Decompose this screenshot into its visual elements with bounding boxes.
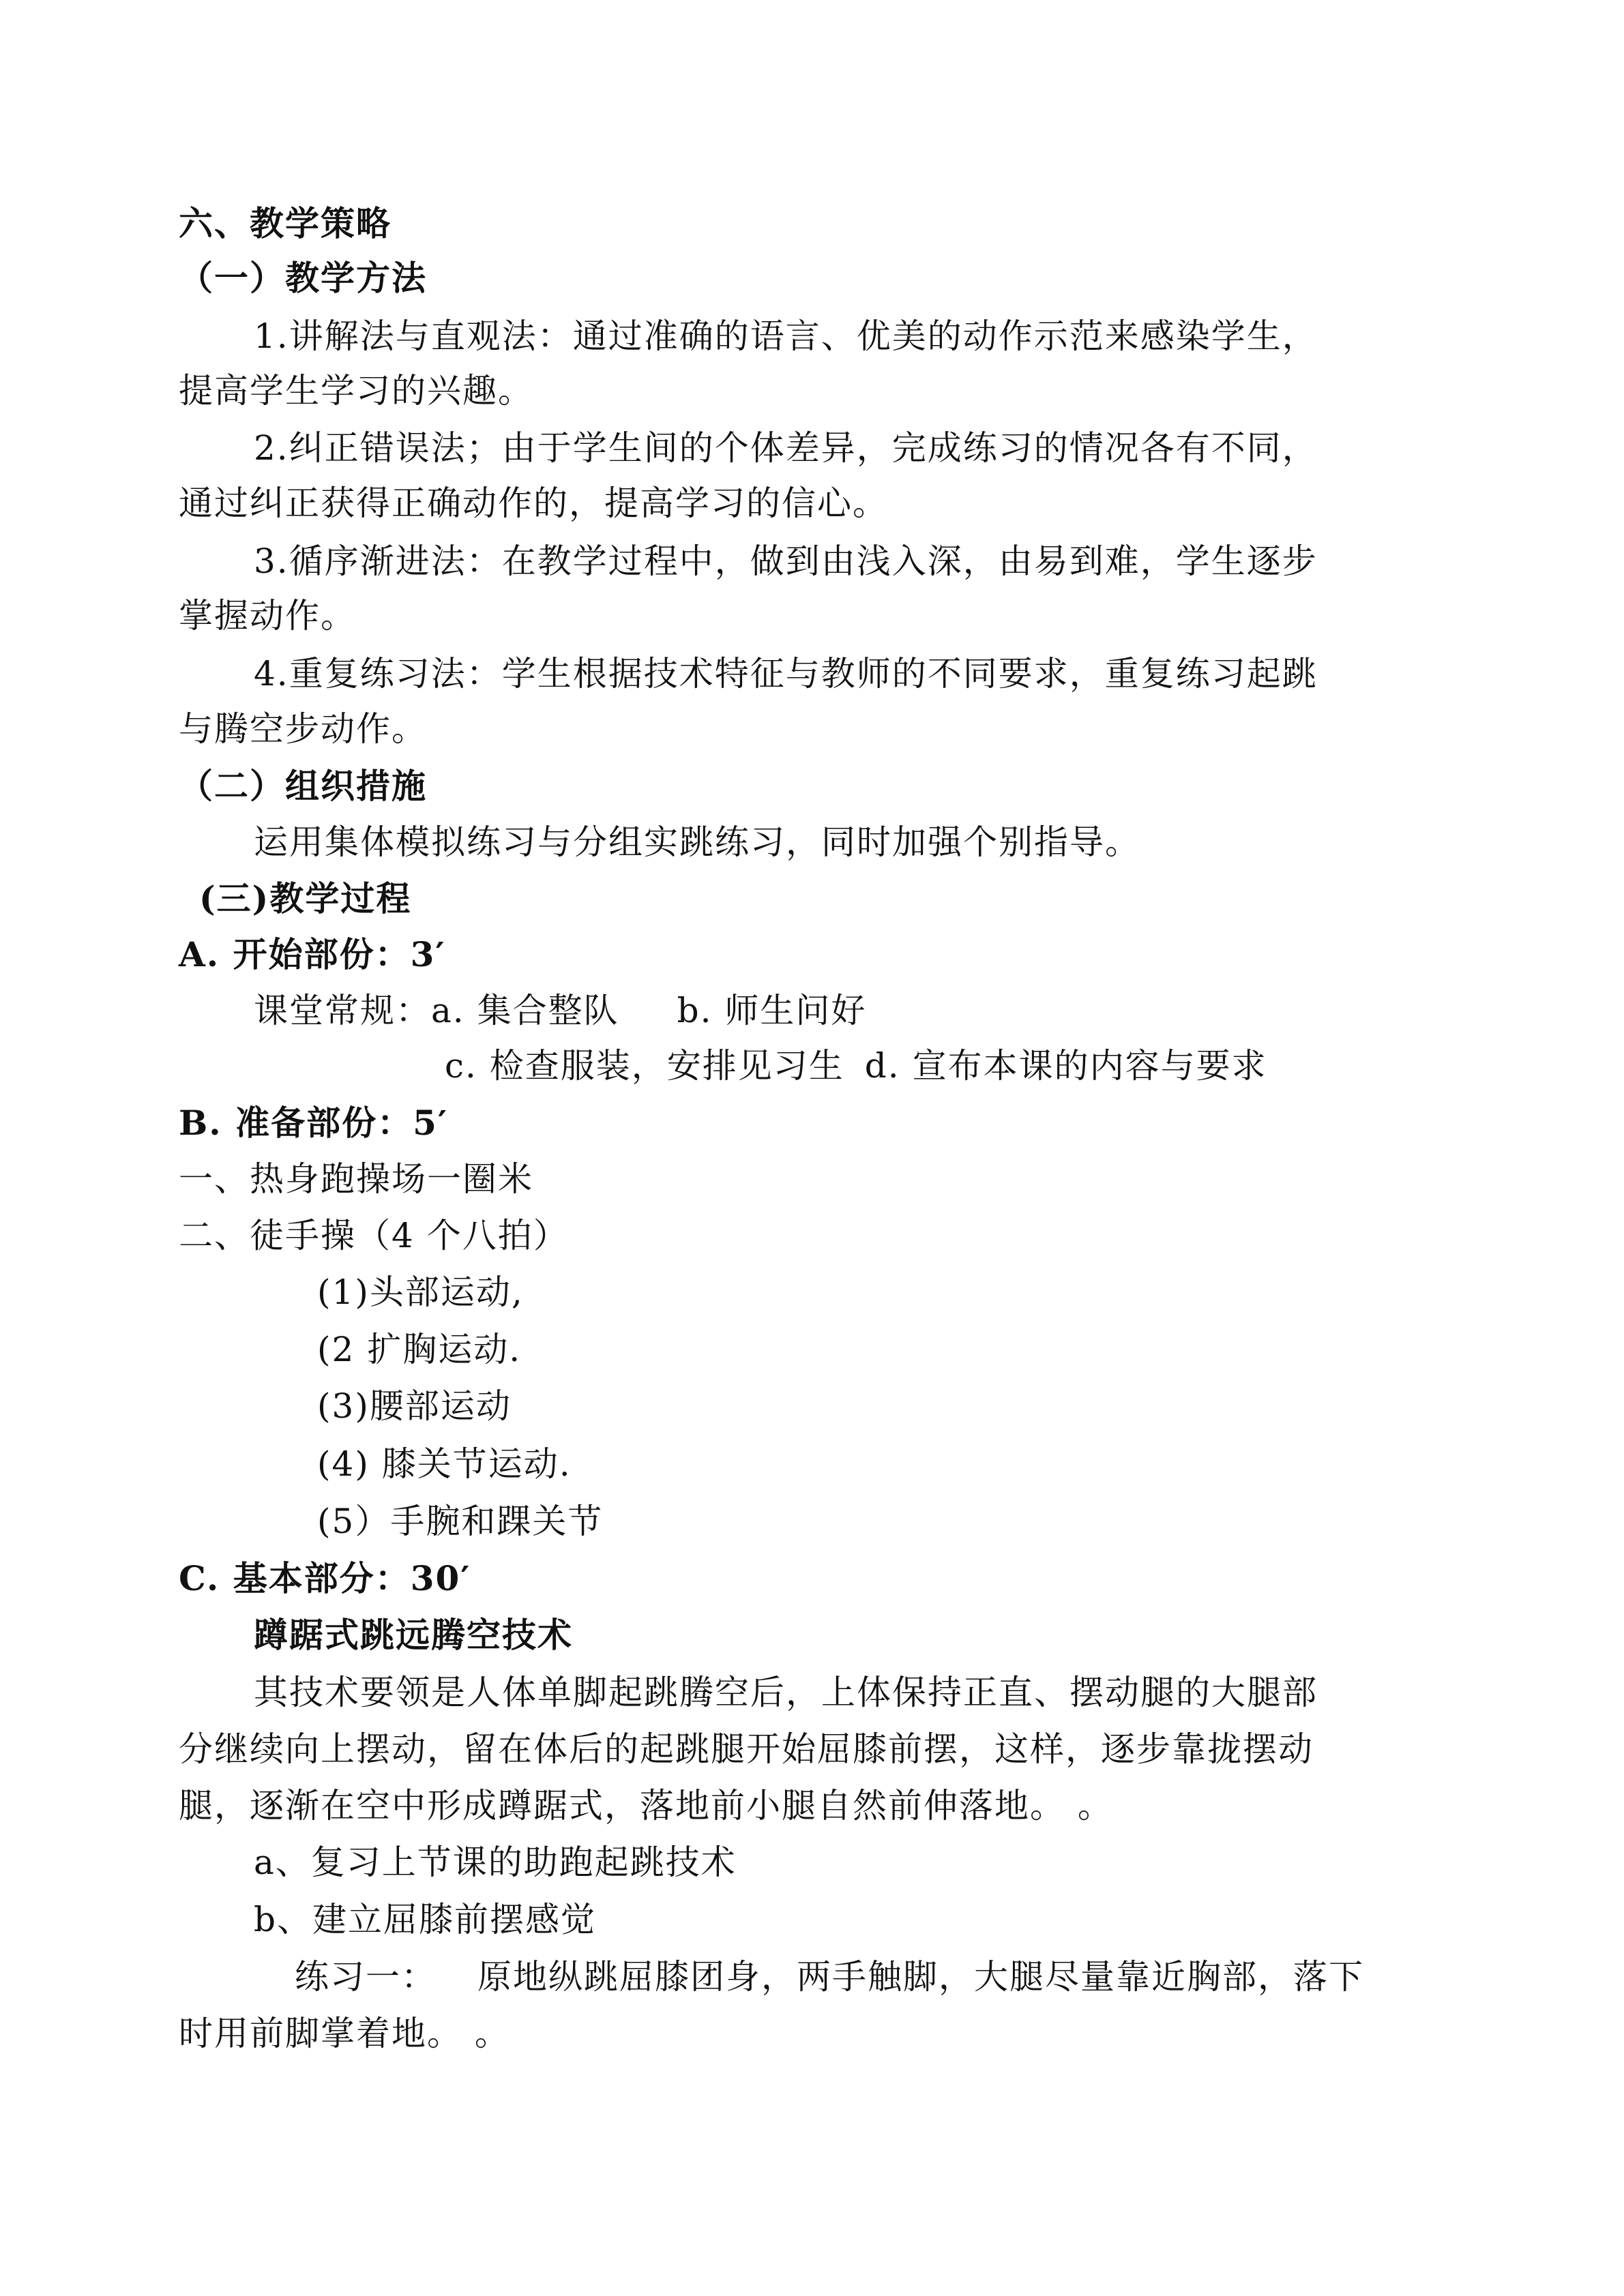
routine-item-d: d. 宣布本课的内容与要求 [864,1046,1267,1086]
organization-heading: （二）组织措施 [179,766,427,806]
part-b-heading: B. 准备部份：5′ [179,1103,449,1143]
method-4-line-2: 与腾空步动作。 [179,709,427,749]
exercise-2: (2 扩胸运动. [317,1330,522,1369]
method-1-line-2: 提高学生学习的兴趣。 [179,371,533,411]
exercise-1: (1)头部运动, [317,1272,524,1312]
routine-label: 课堂常规： [254,991,431,1030]
part-a-routine-line-2 [445,1042,1267,1090]
part-a-routine-line-1 [254,987,866,1034]
method-2-line-1: 2.纠正错误法；由于学生间的个体差异，完成练习的情况各有不同， [254,428,1318,468]
exercise-5: (5）手腕和踝关节 [317,1502,604,1541]
organization-text: 运用集体模拟练习与分组实跳练习，同时加强个别指导。 [254,822,1140,862]
routine-item-b: b. 师生问好 [677,991,867,1030]
part-c-heading: C. 基本部分：30′ [179,1558,471,1598]
step-b: b、建立屈膝前摆感觉 [254,1900,597,1939]
practice-1-line-1 [295,1953,1364,2001]
technique-line-1: 其技术要领是人体单脚起跳腾空后，上体保持正直、摆动腿的大腿部 [254,1673,1318,1712]
step-a: a、复习上节课的助跑起跳技术 [254,1843,737,1882]
part-c-subheading: 蹲踞式跳远腾空技术 [254,1615,573,1655]
freehand-exercise: 二、徒手操（4 个八拍） [179,1216,569,1255]
methods-heading: （一）教学方法 [179,258,427,298]
routine-item-a: a. 集合整队 [431,991,619,1030]
technique-line-2: 分继续向上摆动，留在体后的起跳腿开始屈膝前摆，这样，逐步靠拢摆动 [179,1729,1314,1769]
process-heading: (三)教学过程 [199,878,412,919]
method-3-line-2: 掌握动作。 [179,596,356,636]
exercise-4: (4) 膝关节运动. [317,1444,572,1484]
practice-text: 原地纵跳屈膝团身，两手触脚，大腿尽量靠近胸部，落下 [477,1957,1364,1997]
method-1-line-1: 1.讲解法与直观法：通过准确的语言、优美的动作示范来感染学生， [254,316,1318,356]
part-a-heading: A. 开始部份：3′ [179,934,446,974]
method-4-line-1: 4.重复练习法：学生根据技术特征与教师的不同要求，重复练习起跳 [254,654,1318,694]
technique-line-3: 腿，逐渐在空中形成蹲踞式，落地前小腿自然前伸落地。 。 [179,1786,1113,1825]
practice-1-line-2: 时用前脚掌着地。 。 [179,2014,510,2053]
warmup-run: 一、热身跑操场一圈米 [179,1159,533,1199]
exercise-3: (3)腰部运动 [317,1386,512,1426]
routine-item-c: c. 检查服装，安排见习生 [445,1046,844,1086]
method-3-line-1: 3.循序渐进法：在教学过程中，做到由浅入深，由易到难，学生逐步 [254,541,1318,581]
practice-label: 练习一： [295,1957,437,1997]
method-2-line-2: 通过纠正获得正确动作的，提高学习的信心。 [179,483,888,523]
section-heading: 六、教学策略 [179,203,392,243]
